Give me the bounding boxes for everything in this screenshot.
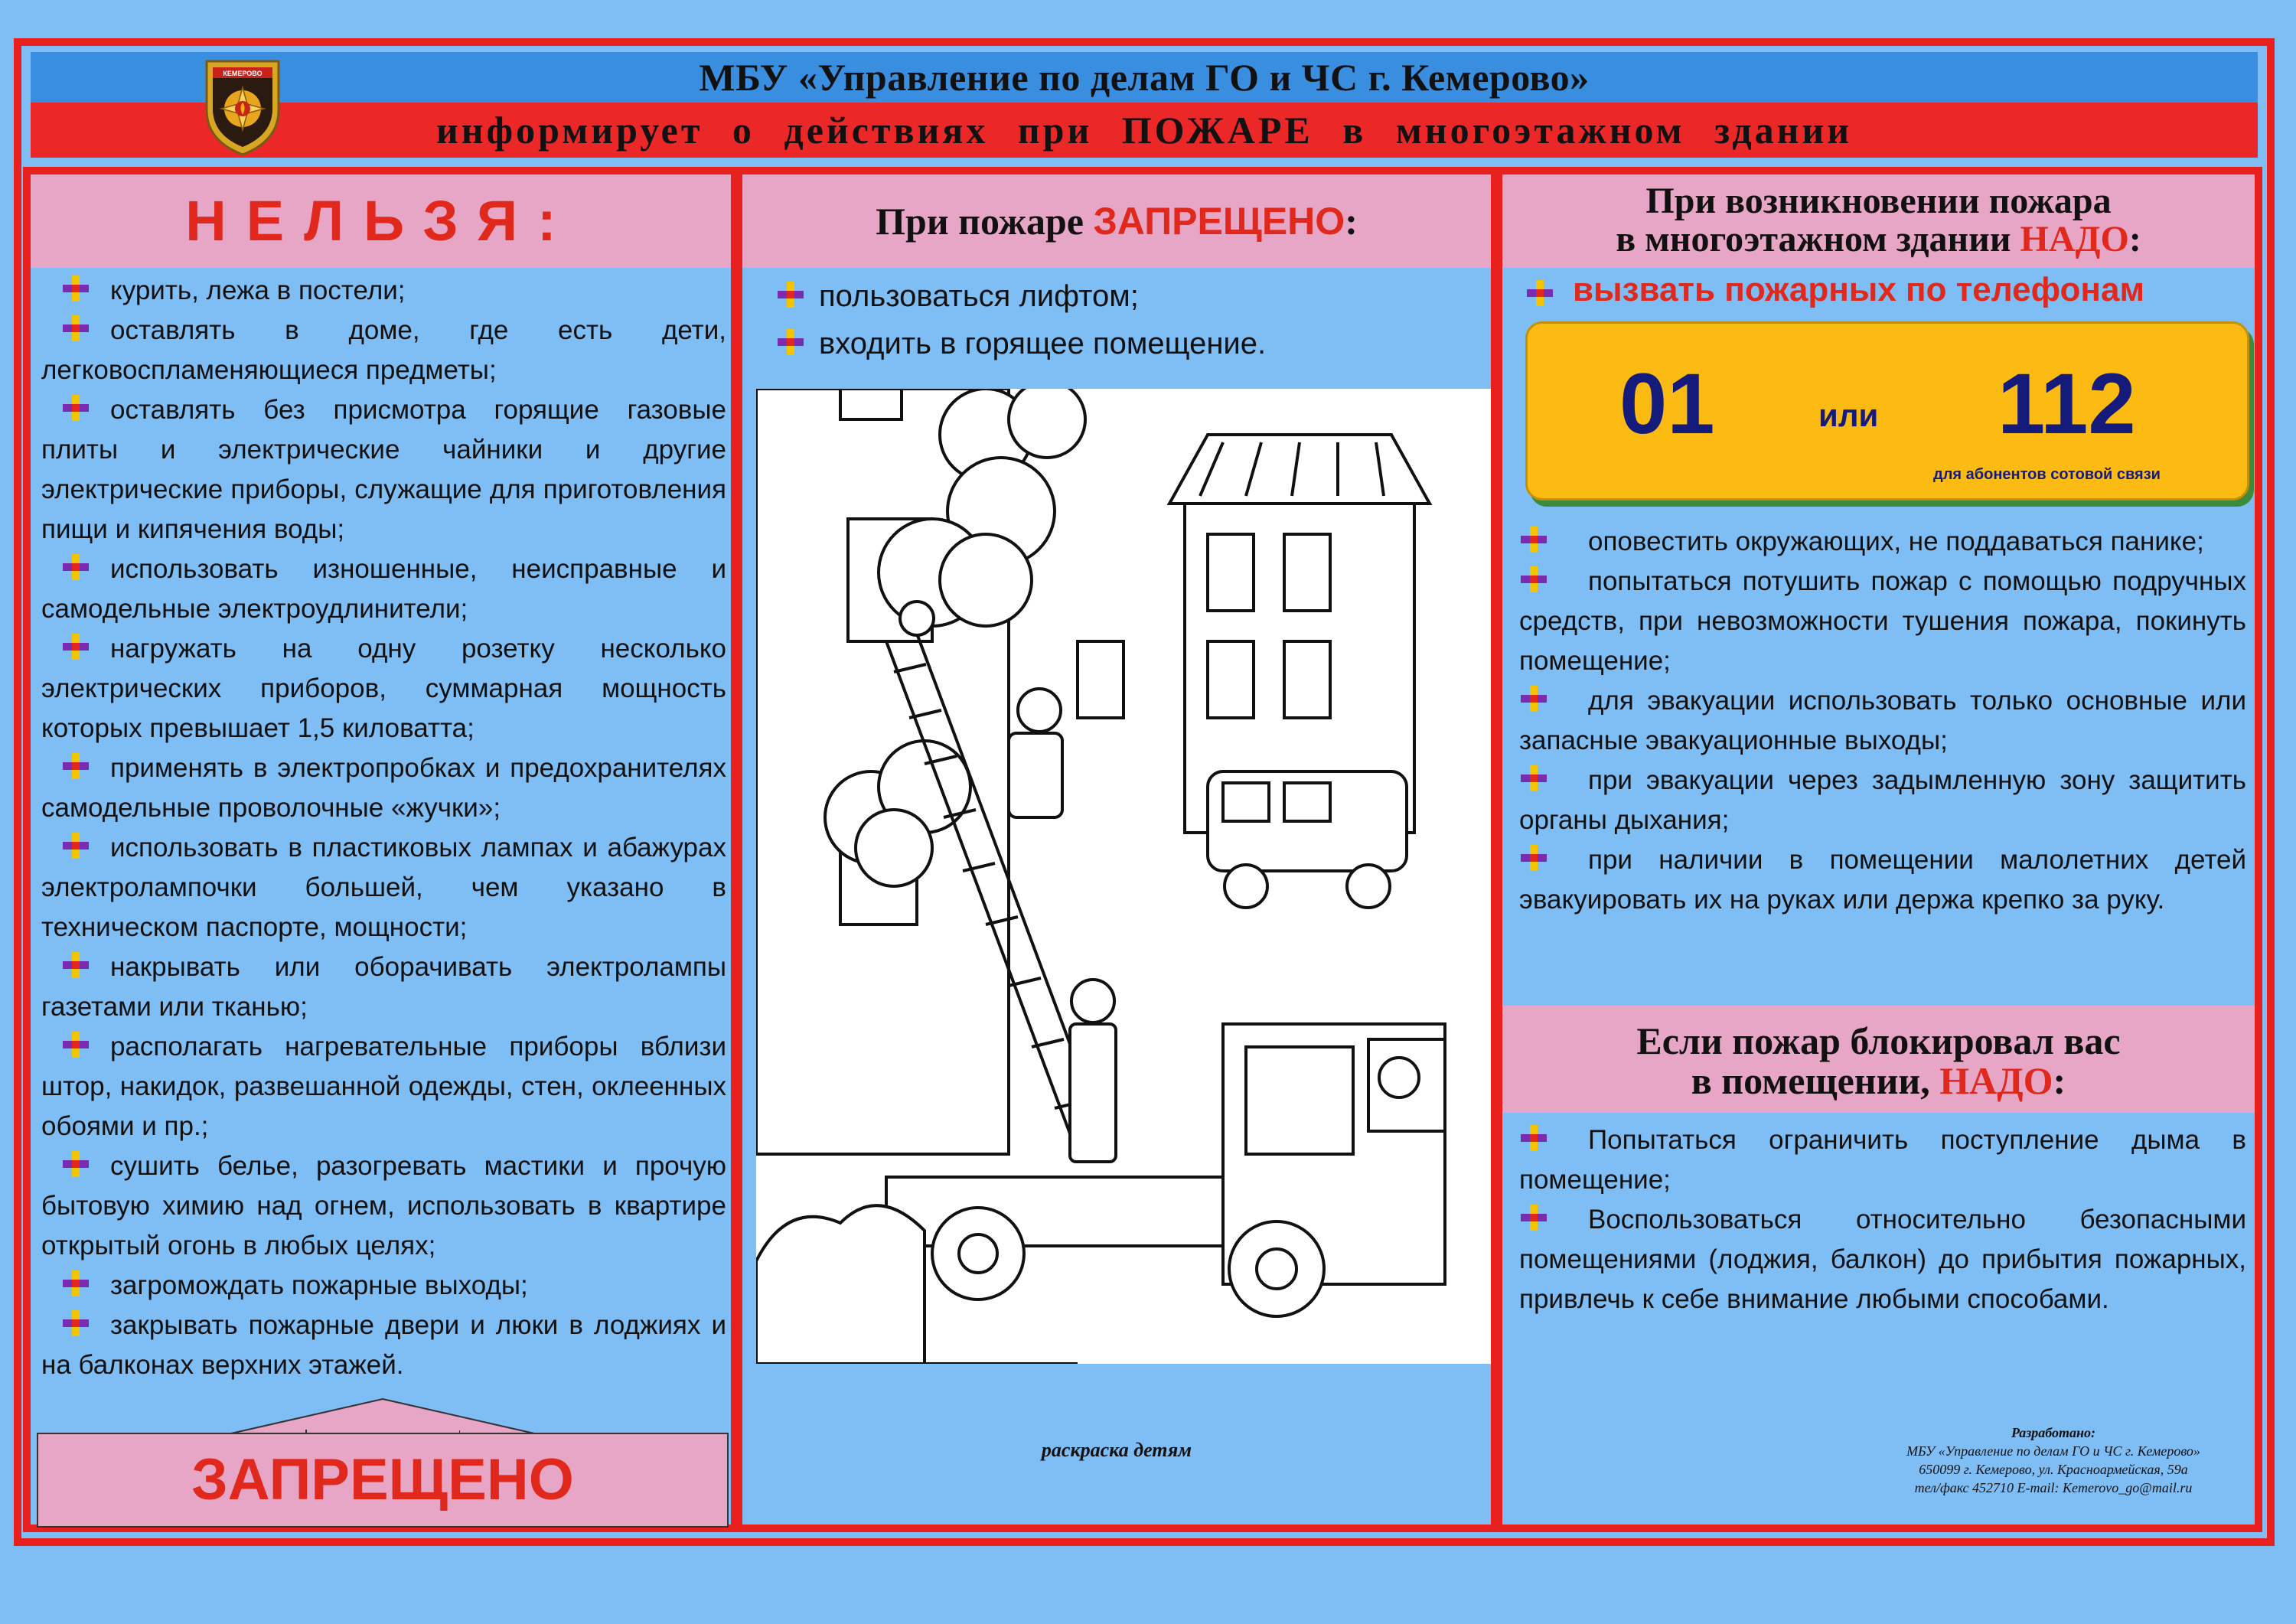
heading-red-word: ЗАПРЕЩЕНО [1093, 200, 1345, 243]
list-item [41, 828, 726, 947]
list-item [1519, 840, 2246, 920]
list-item-text: оставлять без присмотра горящие газовые плиты и электрические чайники и другие электрические приборы, служащие для приготовления пищи и кипячения воды; [41, 395, 726, 544]
bullet-icon [61, 274, 90, 303]
bullet-icon [1525, 279, 1554, 308]
credits-line2: 650099 г. Кемерово, ул. Красноармейская, 59а [1919, 1462, 2188, 1477]
list-item-text: пользоваться лифтом; [819, 279, 1139, 313]
phone-or: или [1818, 397, 1879, 433]
bullet-icon [1519, 565, 1548, 594]
credits-title: Разработано: [2011, 1425, 2096, 1440]
list-item [41, 390, 726, 549]
emergency-emblem-icon [201, 57, 285, 158]
bullet-icon [776, 323, 805, 352]
phone-note: для абонентов сотовой связи [1933, 466, 2161, 483]
illustration-caption: раскраска детям [1041, 1439, 1192, 1461]
list-item-text: загромождать пожарные выходы; [110, 1270, 528, 1300]
column-prohibited-during-fire [735, 167, 1499, 1532]
heading-nelzya: НЕЛЬЗЯ: [31, 174, 731, 268]
list-item-text: оставлять в доме, где есть дети, легковоспламеняющиеся предметы; [41, 315, 726, 385]
list-item [41, 629, 726, 748]
list-item [41, 1306, 726, 1385]
credits-line1: МБУ «Управление по делам ГО и ЧС г. Кемерово» [1906, 1443, 2200, 1459]
bullet-icon [1519, 525, 1548, 554]
list-item [41, 1146, 726, 1266]
bullet-icon [61, 314, 90, 343]
blocked-line2-text: в помещении, [1691, 1059, 1940, 1102]
list-item-text: сушить белье, разогревать мастики и прочую бытовую химию над огнем, использовать в квартире открытый огонь в любых целях; [41, 1151, 726, 1260]
list-item [41, 947, 726, 1027]
list-item [1519, 562, 2246, 681]
bullet-icon [1519, 684, 1548, 713]
phone-number-box [1525, 321, 2249, 501]
list-item-text: располагать нагревательные приборы вблизи штор, накидок, развешанной одежды, стен, оклеенных обоями и пр.; [41, 1032, 726, 1141]
coloring-illustration [756, 389, 1491, 1364]
heading-line2-text: в многоэтажном здании [1616, 219, 2020, 259]
list-item [776, 320, 1465, 367]
heading-nado [1502, 174, 2255, 268]
heading-prohibited [742, 174, 1491, 268]
list-item [1519, 681, 2246, 761]
bullet-icon [61, 553, 90, 582]
list-item-text: применять в электропробках и предохранителях самодельные проволочные «жучки»; [41, 753, 726, 823]
blocked-line1: Если пожар блокировал вас [1636, 1019, 2121, 1062]
list-item [1519, 761, 2246, 840]
list-item [1519, 1120, 2246, 1200]
list-item [776, 272, 1465, 320]
bullet-icon [61, 1309, 90, 1338]
bullet-icon [61, 1150, 90, 1179]
bullet-icon [61, 1030, 90, 1059]
list-item-text: Попытаться ограничить поступление дыма в помещение; [1519, 1125, 2246, 1195]
bullet-icon [1519, 1203, 1548, 1232]
emblem-label: КЕМЕРОВО [223, 70, 263, 77]
forbidden-list [41, 271, 726, 1385]
phone-112: 112 [1998, 356, 2136, 452]
list-item [41, 1027, 726, 1146]
list-item-text: при эвакуации через задымленную зону защитить органы дыхания; [1519, 765, 2246, 835]
credits [1862, 1423, 2245, 1497]
list-item-text: использовать изношенные, неисправные и самодельные электроудлинители; [41, 554, 726, 624]
bullet-icon [1519, 1123, 1548, 1153]
poster-title: МБУ «Управление по делам ГО и ЧС г. Кемерово» [699, 56, 1590, 99]
blocked-actions-list [1519, 1120, 2246, 1319]
phone-01: 01 [1619, 356, 1715, 452]
blocked-suffix: : [2053, 1059, 2066, 1102]
heading-red-word: НАДО [2020, 219, 2129, 259]
bullet-icon [61, 1269, 90, 1298]
list-item-text: попытаться потушить пожар с помощью подручных средств, при невозможности тушения пожара, покинуть помещение; [1519, 566, 2246, 676]
list-item [41, 311, 726, 390]
heading-suffix: : [2128, 219, 2141, 259]
column-what-to-do [1495, 167, 2262, 1532]
bullet-icon [61, 393, 90, 422]
bullet-icon [1519, 764, 1548, 793]
blocked-red-word: НАДО [1939, 1059, 2053, 1102]
list-item-text: при наличии в помещении малолетних детей эвакуировать их на руках или держа крепко за руку. [1519, 845, 2246, 915]
bullet-icon [61, 951, 90, 980]
heading-prefix: При пожаре [876, 200, 1094, 243]
list-item [41, 271, 726, 311]
list-item [41, 748, 726, 828]
bullet-icon [61, 632, 90, 661]
bullet-icon [776, 276, 805, 305]
blocked-line2 [1502, 1061, 2255, 1101]
heading-if-blocked [1502, 1006, 2255, 1113]
list-item-text: накрывать или оборачивать электролампы газетами или тканью; [41, 952, 726, 1022]
actions-list [1519, 522, 2246, 920]
heading-line1: При возникновении пожара [1645, 181, 2112, 221]
forbidden-label-box: ЗАПРЕЩЕНО [37, 1433, 729, 1528]
list-item-text: Воспользоваться относительно безопасными помещениями (лоджия, балкон) до прибытия пожарных, привлечь к себе внимание любыми способами. [1519, 1205, 2246, 1314]
credits-line3: тел/факс 452710 E-mail: Kemerovo_go@mail.ru [1914, 1480, 2193, 1495]
heading-suffix: : [1345, 200, 1358, 243]
bullet-icon [61, 831, 90, 860]
list-item [1519, 1200, 2246, 1319]
list-item-text: оповестить окружающих, не поддаваться панике; [1588, 527, 2204, 556]
list-item-text: закрывать пожарные двери и люки в лоджиях и на балконах верхних этажей. [41, 1310, 726, 1380]
list-item [41, 1266, 726, 1306]
list-item-text: курить, лежа в постели; [110, 276, 406, 305]
call-firefighters: вызвать пожарных по телефонам [1573, 271, 2144, 308]
heading-line2 [1502, 220, 2255, 259]
list-item [41, 549, 726, 629]
list-item-text: использовать в пластиковых лампах и абажурах электролампочки большей, чем указано в техническом паспорте, мощности; [41, 833, 726, 942]
poster-subtitle: информирует о действиях при ПОЖАРЕ в многоэтажном здании [435, 109, 1853, 152]
list-item-text: нагружать на одну розетку несколько электрических приборов, суммарная мощность которых превышает 1,5 киловатта; [41, 634, 726, 743]
list-item [1519, 522, 2246, 562]
list-item-text: входить в горящее помещение. [819, 327, 1267, 360]
bullet-icon [61, 752, 90, 781]
bullet-icon [1519, 843, 1548, 872]
prohibited-list [776, 272, 1465, 367]
list-item-text: для эвакуации использовать только основные или запасные эвакуационные выходы; [1519, 686, 2246, 755]
column-forbidden [23, 167, 739, 1532]
